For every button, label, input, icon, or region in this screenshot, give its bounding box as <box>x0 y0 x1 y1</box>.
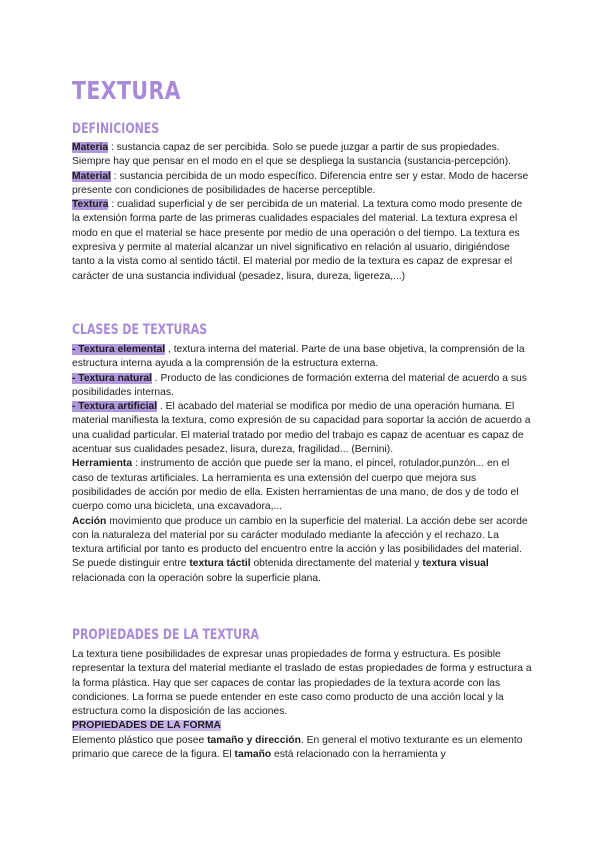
propiedades-body <box>72 648 532 762</box>
forma-post: está relacionado con la herramienta y <box>271 749 446 761</box>
distinguir-post: relacionada con la operación sobre la superficie plana. <box>72 572 322 584</box>
def-herramienta <box>72 457 532 514</box>
definiciones-body <box>72 141 532 284</box>
distinguir-pre: Se puede distinguir entre <box>72 558 190 570</box>
term-textura-visual: textura visual <box>422 558 489 570</box>
clase-natural-text: . Producto de las condiciones de formación externa del material de acuerdo a sus posibilidades internas. <box>72 372 527 398</box>
distinguir-mid: obtenida directamente del material y <box>250 558 423 570</box>
forma-mid: . En general el motivo texturante es un elemento primario que carece de la figura. El <box>72 734 523 761</box>
def-materia-text: : sustancia capaz de ser percibida. Solo se puede juzgar a partir de sus propiedades. Siempre hay que pensar en el modo en el que se despliega la sustancia (sustancia-percepción). <box>72 142 512 168</box>
def-accion <box>72 515 532 558</box>
term-material: Material <box>72 170 111 182</box>
term-accion: Acción <box>72 515 107 527</box>
clase-elemental-text: , textura interna del material. Parte de una base objetiva, la comprensión de la estructura interna ayuda a la comprensión de la estructura externa. <box>72 344 525 370</box>
def-herramienta-text: : instrumento de acción que puede ser la mano, el pincel, rotulador,punzón... en el caso de texturas artificiales. La herramienta es una extensión del cuerpo que mejora sus posibilidades de acción por medio de ella. Existen herramientas de una mano, de dos y de todo el cuerpo como una bicicleta, una excavadora,... <box>72 458 519 513</box>
page-title: TEXTURA <box>72 76 181 105</box>
clases-body <box>72 343 532 586</box>
def-materia <box>72 141 532 170</box>
heading-definiciones: DEFINICIONES <box>72 121 160 137</box>
def-material <box>72 170 532 199</box>
clase-artificial-text: . El acabado del material se modifica por medio de una operación humana. El material manifiesta la textura, como expresión de su capacidad para soportar la acción de acuerdo a una cualidad particular. El material tratado por medio del trabajo es capaz de acentuar es capaz de acentuar sus cualidades pesadez, lisura, dureza, fragilidad... (Bernini). <box>72 401 531 456</box>
term-herramienta: Herramienta <box>72 458 133 470</box>
term-materia: Materia <box>72 142 109 153</box>
term-natural: - Textura natural <box>72 372 152 384</box>
term-tamano: tamaño <box>234 749 272 761</box>
term-elemental: - Textura elemental <box>72 344 166 355</box>
forma-pre: Elemento plástico que posee <box>72 734 208 746</box>
term-textura-tactil: textura táctil <box>189 558 251 570</box>
term-tamano-direccion: tamaño y dirección <box>207 734 301 746</box>
def-textura-text: : cualidad superficial y de ser percibida de un material. La textura como modo presente de la extensión forma parte de las primeras cualidades espaciales del material. La textura expresa el modo en que el material se hace presente por medio de una operación o del tiempo. La textura es expresiva y permite al material alcanzar un nivel significativo en relación al usuario, dirigiéndose tanto a la vista como al sentido táctil. El material por medio de la textura es capaz de expresar el carácter de una sustancia individual (pesadez, lisura, dureza, ligereza,...) <box>72 199 523 282</box>
clase-natural <box>72 372 532 401</box>
propiedades-intro: La textura tiene posibilidades de expresar unas propiedades de forma y estructura. Es posible representar la textura del material mediante el traslado de estas propiedades de forma y estructura a la forma plástica. Hay que ser capaces de contar las propiedades de la textura acorde con las condiciones. La forma se puede entender en este caso como producto de una acción local y la estructura como la disposición de las acciones. <box>72 649 532 718</box>
def-accion-text: movimiento que produce un cambio en la superficie del material. La acción debe ser acorde con la naturaleza del material por su carácter modulado mediante la afección y el rechazo. La textura artificial por tanto es producto del encuentro entre la acción y las posibilidades del material. <box>72 515 528 556</box>
def-textura <box>72 198 532 284</box>
term-artificial: - Textura artificial <box>72 401 158 413</box>
heading-propiedades: PROPIEDADES DE LA TEXTURA <box>72 627 259 643</box>
subheading-propiedades-forma: PROPIEDADES DE LA FORMA <box>72 720 221 732</box>
clase-elemental <box>72 343 532 372</box>
def-material-text: : sustancia percibida de un modo específico. Diferencia entre ser y estar. Modo de hacerse presente con condiciones de posibilidades de hacerse perceptible. <box>72 170 529 196</box>
term-textura: Textura <box>72 199 109 211</box>
forma-heading-line <box>72 719 532 733</box>
distinguir-texturas <box>72 557 532 586</box>
clase-artificial <box>72 400 532 457</box>
heading-clases: CLASES DE TEXTURAS <box>72 322 208 338</box>
propiedades-forma-text <box>72 734 532 763</box>
